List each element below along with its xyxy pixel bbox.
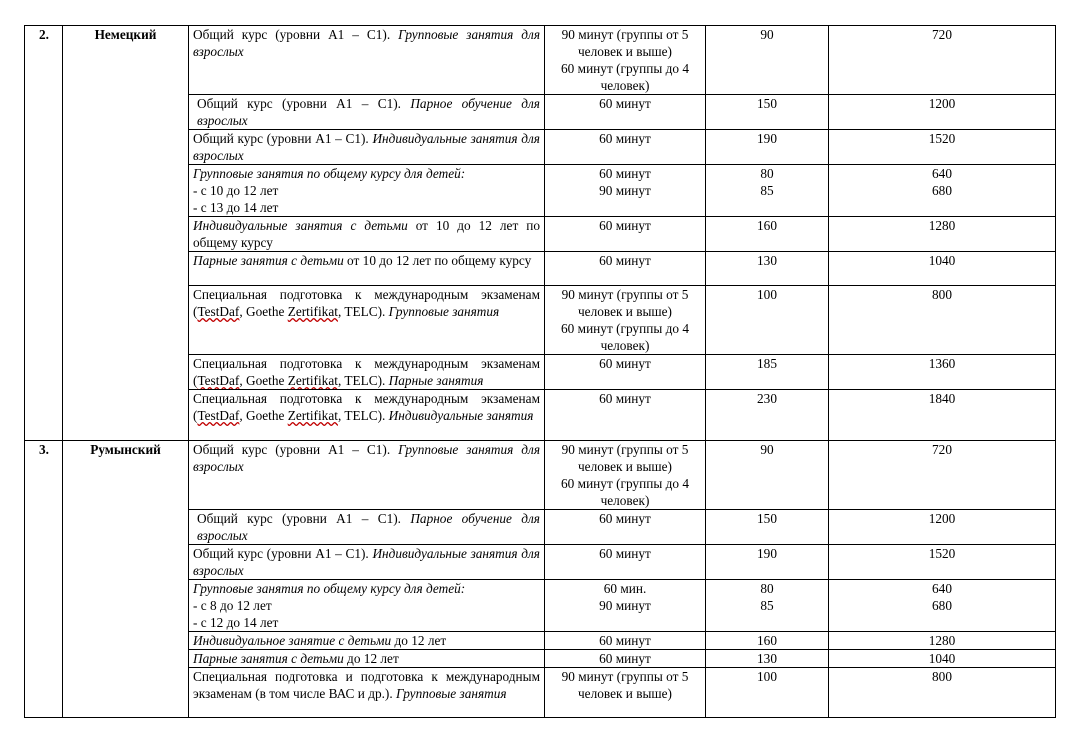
hours-value — [706, 650, 829, 668]
lesson-duration — [545, 217, 706, 252]
price-text: 640 — [932, 581, 952, 596]
course-description — [189, 165, 545, 217]
lesson-duration — [545, 252, 706, 286]
lesson-duration — [545, 26, 706, 95]
hours-text: 85 — [760, 183, 774, 198]
description-text: до 12 лет — [391, 633, 447, 648]
description-text: - с 10 до 12 лет — [193, 183, 279, 198]
description-text: Общий курс (уровни А1 – С1). — [197, 511, 411, 526]
lesson-duration — [545, 286, 706, 355]
duration-text: 60 минут — [599, 391, 651, 406]
hours-value — [706, 668, 829, 718]
hours-text: 185 — [757, 356, 777, 371]
price-text: 1360 — [928, 356, 956, 371]
description-text: Общий курс (уровни А1 – С1). — [193, 27, 399, 42]
duration-text: 60 минут — [599, 546, 651, 561]
description-text: Парное обучение для взрослых — [197, 96, 540, 128]
description-text: Общий курс (уровни А1 – С1). — [193, 131, 373, 146]
lesson-duration — [545, 510, 706, 545]
hours-text: 90 — [760, 442, 774, 457]
hours-text: 100 — [757, 287, 777, 302]
course-description — [189, 355, 545, 390]
hours-value — [706, 26, 829, 95]
price-value — [829, 130, 1056, 165]
description-text: , Goethe — [239, 408, 288, 423]
course-description — [189, 580, 545, 632]
price-value — [829, 252, 1056, 286]
description-text: от 10 до 12 лет по общему курсу — [193, 218, 540, 250]
hours-text: 150 — [757, 96, 777, 111]
exam-name: TestDaf — [197, 408, 240, 423]
duration-text: 90 минут — [599, 183, 651, 198]
duration-text: 90 минут (группы от 5 человек и выше) — [561, 287, 689, 319]
price-text: 1520 — [928, 131, 956, 146]
duration-text: 60 минут — [599, 96, 651, 111]
hours-text: 130 — [757, 253, 777, 268]
hours-value — [706, 580, 829, 632]
description-text: Индивидуальные занятия для взрослых — [193, 546, 540, 578]
price-text: 720 — [932, 27, 952, 42]
course-description — [189, 252, 545, 286]
course-description — [189, 668, 545, 718]
section-number: 2. — [25, 26, 63, 441]
hours-text: 230 — [757, 391, 777, 406]
lesson-duration — [545, 355, 706, 390]
price-value — [829, 510, 1056, 545]
hours-text: 190 — [757, 546, 777, 561]
description-text: - с 13 до 14 лет — [193, 200, 279, 215]
duration-text: 60 минут — [599, 651, 651, 666]
exam-name: TestDaf — [197, 304, 240, 319]
price-value — [829, 26, 1056, 95]
price-text: 800 — [932, 287, 952, 302]
duration-text: 60 минут — [599, 356, 651, 371]
description-text: Общий курс (уровни А1 – С1). — [193, 546, 373, 561]
price-text: 1200 — [928, 96, 956, 111]
price-text: 1200 — [928, 511, 956, 526]
hours-text: 85 — [760, 598, 774, 613]
duration-text: 60 мин. — [603, 581, 647, 596]
hours-value — [706, 286, 829, 355]
description-text: Индивидуальные занятия для взрослых — [193, 131, 540, 163]
description-text: , Goethe — [239, 304, 288, 319]
price-value — [829, 165, 1056, 217]
hours-text: 190 — [757, 131, 777, 146]
duration-text: 60 минут (группы до 4 человек) — [561, 476, 689, 508]
hours-value — [706, 95, 829, 130]
price-value — [829, 545, 1056, 580]
hours-value — [706, 252, 829, 286]
price-text: 640 — [932, 166, 952, 181]
lesson-duration — [545, 545, 706, 580]
hours-text: 130 — [757, 651, 777, 666]
exam-name: Zertifikat — [287, 373, 338, 388]
price-value — [829, 650, 1056, 668]
price-text: 1280 — [928, 633, 956, 648]
duration-text: 60 минут (группы до 4 человек) — [561, 321, 689, 353]
duration-text: 60 минут — [599, 131, 651, 146]
description-text: - с 12 до 14 лет — [193, 615, 279, 630]
lesson-duration — [545, 668, 706, 718]
hours-value — [706, 165, 829, 217]
duration-text: 90 минут (группы от 5 человек и выше) — [561, 27, 689, 59]
price-value — [829, 441, 1056, 510]
description-text: - с 8 до 12 лет — [193, 598, 272, 613]
hours-text: 80 — [760, 166, 774, 181]
description-text: Специальная подготовка к международным экзаменам ( — [193, 287, 540, 319]
price-value — [829, 668, 1056, 718]
description-text: Парные занятия — [388, 373, 484, 388]
duration-text: 90 минут — [599, 598, 651, 613]
exam-name: TestDaf — [197, 373, 240, 388]
price-table-body — [25, 26, 1056, 718]
price-value — [829, 355, 1056, 390]
course-description — [189, 130, 545, 165]
course-description — [189, 286, 545, 355]
description-text: Специальная подготовка к международным экзаменам ( — [193, 391, 540, 423]
table-row — [25, 441, 1056, 510]
description-text: Парные занятия с детьми — [193, 651, 344, 666]
course-description — [189, 95, 545, 130]
lesson-duration — [545, 390, 706, 441]
price-value — [829, 390, 1056, 441]
hours-value — [706, 441, 829, 510]
hours-value — [706, 545, 829, 580]
duration-text: 60 минут (группы до 4 человек) — [561, 61, 689, 93]
description-text: Групповые занятия по общему курсу для детей: — [193, 581, 466, 596]
description-text: Индивидуальное занятие с детьми — [193, 633, 392, 648]
hours-value — [706, 130, 829, 165]
duration-text: 60 минут — [599, 166, 651, 181]
duration-text: 60 минут — [599, 511, 651, 526]
lesson-duration — [545, 95, 706, 130]
price-table — [24, 25, 1056, 718]
description-text: Групповые занятия — [388, 304, 500, 319]
price-value — [829, 95, 1056, 130]
price-text: 1040 — [928, 253, 956, 268]
description-text: Специальная подготовка и подготовка к международным экзаменам (в том числе ВАС и др.). — [193, 669, 540, 701]
price-text: 720 — [932, 442, 952, 457]
course-description — [189, 26, 545, 95]
lesson-duration — [545, 441, 706, 510]
price-text: 1040 — [928, 651, 956, 666]
description-text: от 10 до 12 лет по общему курсу — [343, 253, 532, 268]
description-text: Групповые занятия — [396, 686, 507, 701]
course-description — [189, 217, 545, 252]
price-text: 680 — [932, 598, 952, 613]
price-text: 1280 — [928, 218, 956, 233]
lesson-duration — [545, 650, 706, 668]
course-description — [189, 441, 545, 510]
hours-value — [706, 217, 829, 252]
price-text: 680 — [932, 183, 952, 198]
description-text: Общий курс (уровни А1 – С1). — [193, 442, 399, 457]
description-text: , TELC). — [337, 408, 389, 423]
description-text: Групповые занятия для взрослых — [193, 442, 541, 474]
price-value — [829, 217, 1056, 252]
lesson-duration — [545, 130, 706, 165]
description-text: Общий курс (уровни А1 – С1). — [197, 96, 411, 111]
description-text: Парные занятия с детьми — [193, 253, 344, 268]
price-text: 800 — [932, 669, 952, 684]
hours-value — [706, 390, 829, 441]
table-row — [25, 26, 1056, 95]
lesson-duration — [545, 632, 706, 650]
lesson-duration — [545, 580, 706, 632]
duration-text: 60 минут — [599, 253, 651, 268]
duration-text: 60 минут — [599, 218, 651, 233]
hours-value — [706, 632, 829, 650]
lesson-duration — [545, 165, 706, 217]
hours-text: 80 — [760, 581, 774, 596]
price-value — [829, 580, 1056, 632]
course-description — [189, 632, 545, 650]
duration-text: 90 минут (группы от 5 человек и выше) — [561, 442, 689, 474]
course-description — [189, 390, 545, 441]
hours-value — [706, 510, 829, 545]
exam-name: Zertifikat — [287, 408, 338, 423]
hours-text: 160 — [757, 218, 777, 233]
language-name: Немецкий — [63, 26, 189, 441]
duration-text: 90 минут (группы от 5 человек и выше) — [561, 669, 689, 701]
description-text: Парное обучение для взрослых — [197, 511, 540, 543]
duration-text: 60 минут — [599, 633, 651, 648]
price-text: 1840 — [928, 391, 956, 406]
hours-text: 90 — [760, 27, 774, 42]
price-text: 1520 — [928, 546, 956, 561]
language-name: Румынский — [63, 441, 189, 718]
description-text: , TELC). — [337, 304, 389, 319]
description-text: до 12 лет — [343, 651, 399, 666]
hours-text: 160 — [757, 633, 777, 648]
description-text: Групповые занятия по общему курсу для детей: — [193, 166, 466, 181]
price-value — [829, 286, 1056, 355]
section-number: 3. — [25, 441, 63, 718]
course-description — [189, 545, 545, 580]
description-text: , Goethe — [239, 373, 288, 388]
description-text: , TELC). — [337, 373, 389, 388]
description-text: Групповые занятия для взрослых — [193, 27, 541, 59]
description-text: Специальная подготовка к международным экзаменам ( — [193, 356, 540, 388]
hours-value — [706, 355, 829, 390]
hours-text: 100 — [757, 669, 777, 684]
course-description — [189, 510, 545, 545]
exam-name: Zertifikat — [287, 304, 338, 319]
description-text: Индивидуальные занятия — [388, 408, 534, 423]
hours-text: 150 — [757, 511, 777, 526]
course-description — [189, 650, 545, 668]
price-value — [829, 632, 1056, 650]
description-text: Индивидуальные занятия с детьми — [193, 218, 408, 233]
